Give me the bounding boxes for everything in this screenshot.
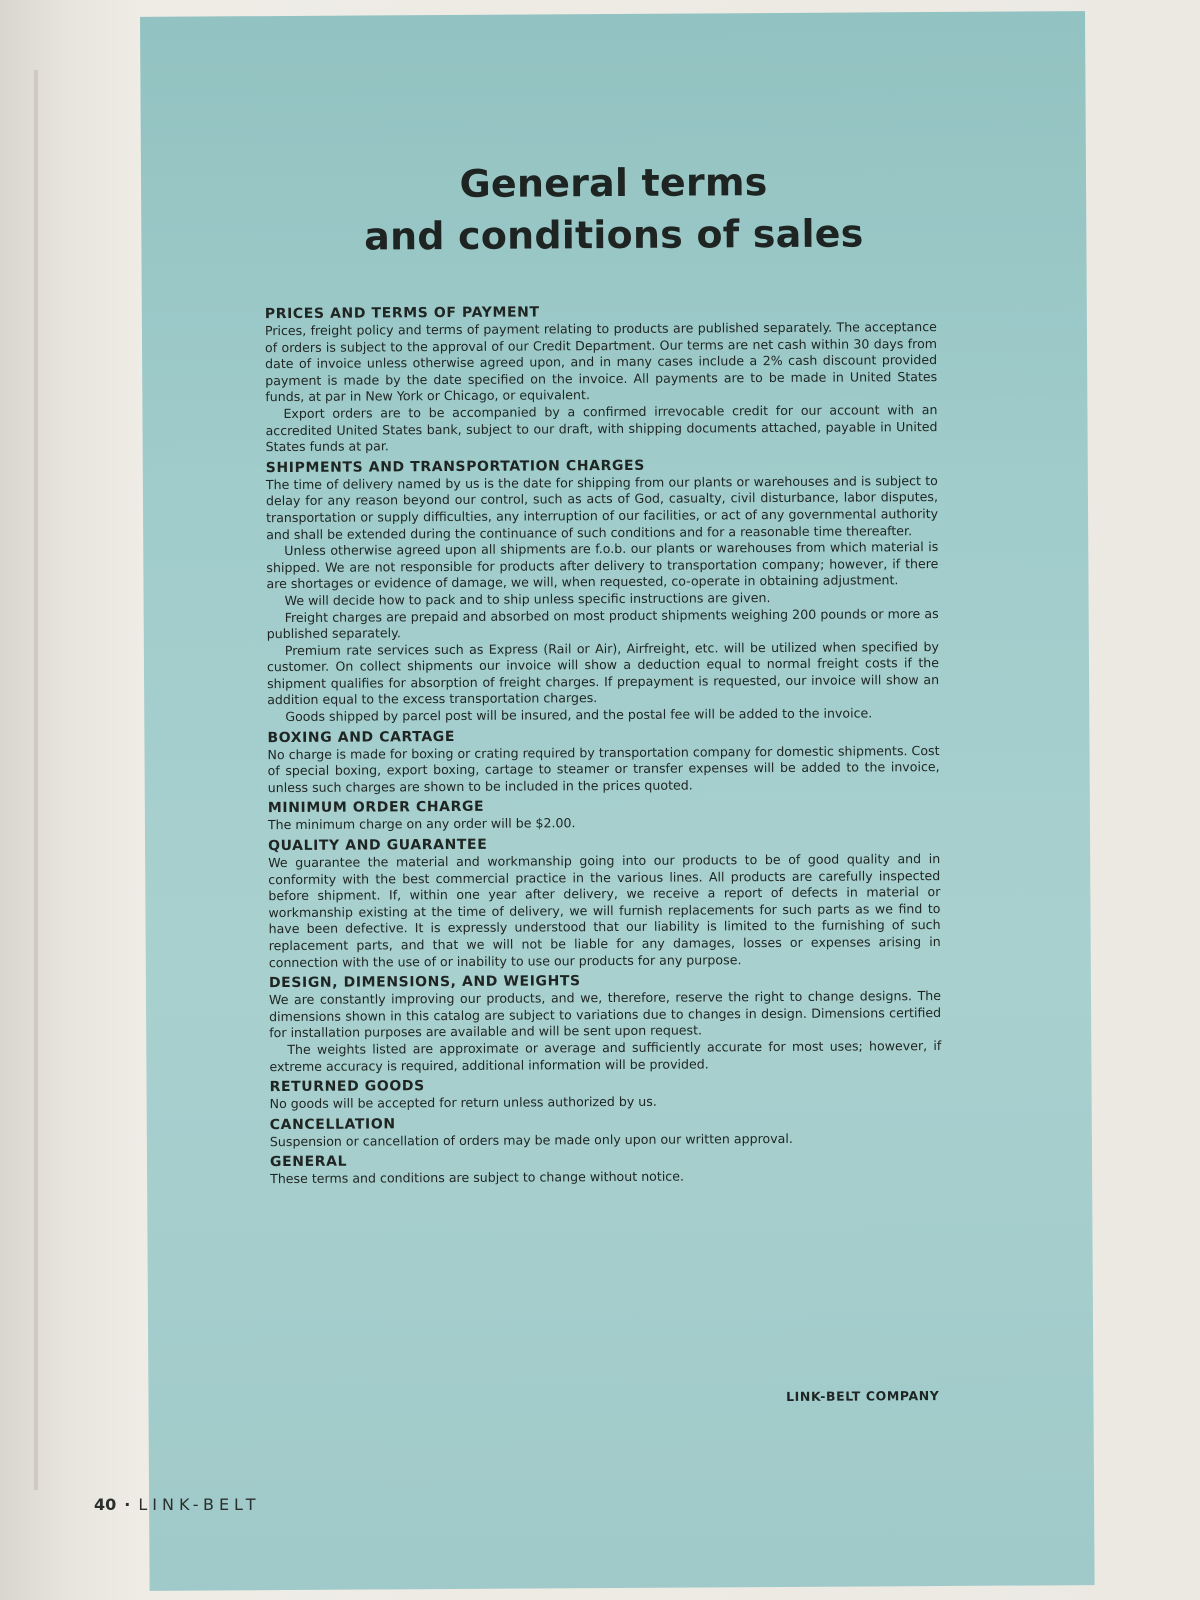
section-heading: QUALITY AND GUARANTEE xyxy=(268,836,488,855)
section-paragraph: No goods will be accepted for return unless authorized by us. xyxy=(269,1093,657,1112)
section-paragraph: The time of delivery named by us is the date for shipping from our plants or warehouses and is subject to delay for any reason beyond our control, such as acts of God, casualty, civil disturbance, labor disputes, transportation or supply difficulties, any interruption of our facilities, or act of any governmental authority and shall be extended during the continuance of such conditions and for a reasonable time thereafter. xyxy=(265,472,939,542)
page-title-line-1: General terms xyxy=(459,160,768,207)
section-heading: DESIGN, DIMENSIONS, AND WEIGHTS xyxy=(268,973,581,992)
section-heading: SHIPMENTS AND TRANSPORTATION CHARGES xyxy=(265,457,645,476)
section-paragraph: Prices, freight policy and terms of payment relating to products are published separately. The acceptance of orders is subject to the approval of our Credit Department. Our terms are net cash within 30 days from date of invoice unless otherwise agreed upon, and in many cases include a 2% cash discount provided payment is made by the date specified on the invoice. All payments are to be made in United States funds, at par in New York or Chicago, or equivalent. xyxy=(264,319,938,405)
section-paragraph: The minimum charge on any order will be $2.00. xyxy=(267,815,576,833)
footer-brand: LINK-BELT xyxy=(138,1495,261,1514)
company-signature: LINK-BELT COMPANY xyxy=(786,1388,940,1404)
section-paragraph: Suspension or cancellation of orders may be made only upon our written approval. xyxy=(269,1130,793,1149)
section-paragraph: Unless otherwise agreed upon all shipments are f.o.b. our plants or warehouses from which material is shipped. We are not responsible for products after delivery to transportation company; however, if there are shortages or evidence of damage, we will, when requested, co-operate in obtaining adjustment. xyxy=(266,539,939,592)
section-paragraph: Export orders are to be accompanied by a confirmed irrevocable credit for our account with an accredited United States bank, subject to our draft, with shipping documents attached, payable in United States funds at par. xyxy=(265,401,938,455)
panel-content xyxy=(166,11,1069,1590)
section-paragraph: These terms and conditions are subject to change without notice. xyxy=(270,1168,685,1187)
section-heading: GENERAL xyxy=(269,1153,348,1171)
section-heading: RETURNED GOODS xyxy=(269,1078,425,1096)
section-heading: MINIMUM ORDER CHARGE xyxy=(267,799,485,817)
section-heading: PRICES AND TERMS OF PAYMENT xyxy=(264,304,540,323)
page-edge xyxy=(34,70,38,1490)
section-paragraph: The weights listed are approximate or average and sufficiently accurate for most uses; however, if extreme accuracy is required, additional information will be provided. xyxy=(269,1037,942,1074)
terms-body xyxy=(265,302,942,1188)
section-paragraph: We guarantee the material and workmanship going into our products to be of good quality and in conformity with the best commercial practice in the various lines. All products are carefully inspected before shipment. If, within one year after delivery, we receive a report of defects in material or workmanship existing at the time of delivery, we will furnish replacements for such parts as we find to have been defective. It is expressly understood that our liability is limited to the furnishing of such replacement parts, and that we will not be liable for any damages, losses or expenses arising in connection with the use of or inability to use our products for any purpose. xyxy=(268,851,941,970)
section-heading: BOXING AND CARTAGE xyxy=(267,728,456,746)
section-paragraph: Freight charges are prepaid and absorbed on most product shipments weighing 200 pounds or more as published separately. xyxy=(266,605,939,642)
page-footer xyxy=(94,1495,261,1514)
section-paragraph: We are constantly improving our products, and we, therefore, reserve the right to change designs. The dimensions shown in this catalog are subject to variations due to changes in design. Dimensions certified for installation purposes are available and will be sent upon request. xyxy=(268,988,942,1041)
terms-panel xyxy=(140,11,1095,1591)
footer-separator: · xyxy=(124,1495,131,1514)
section-heading: CANCELLATION xyxy=(269,1116,396,1133)
page-title-line-2: and conditions of sales xyxy=(364,211,864,259)
section-paragraph: We will decide how to pack and to ship unless specific instructions are given. xyxy=(284,589,771,608)
page-title xyxy=(167,155,1061,264)
section-paragraph: Goods shipped by parcel post will be insured, and the postal fee will be added to the invoice. xyxy=(285,705,873,725)
section-paragraph: No charge is made for boxing or crating required by transportation company for domestic shipments. Cost of special boxing, export boxing, cartage to steamer or transfer expenses will be added to the invoice, unless such charges are shown to be included in the prices quoted. xyxy=(267,742,940,795)
section-paragraph: Premium rate services such as Express (Rail or Air), Airfreight, etc. will be utilized when specified by customer. On collect shipments our invoice will show a deduction equal to normal freight costs if the shipment qualifies for absorption of freight charges. If prepayment is requested, our invoice will show an addition equal to the excess transportation charges. xyxy=(266,638,940,708)
page-number: 40 xyxy=(94,1495,117,1514)
